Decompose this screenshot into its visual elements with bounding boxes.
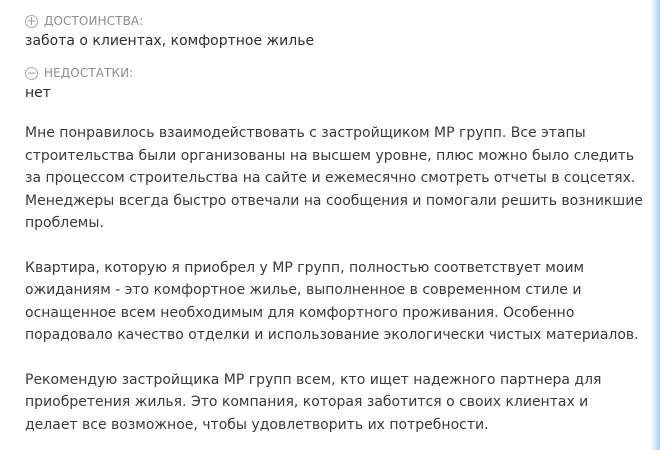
review-card	[25, 11, 645, 458]
review-paragraph-1: Мне понравилось взаимодействовать с застройщиком МР групп. Все этапы строительства были организованы на высшем уровне, плюс можно было следить за процессом строительства на сайте и ежемесячно смотреть отчеты в соцсетях. Менеджеры всегда быстро отвечали на сообщения и помогали решить возникшие проблемы.	[25, 125, 643, 231]
review-paragraph-3: Рекомендую застройщика МР групп всем, кто ищет надежного партнера для приобретения жилья. Это компания, которая заботится о своих клиентах и делает все возможное, чтобы удовлетворить их потребности.	[25, 371, 602, 433]
right-edge-accent	[650, 0, 660, 450]
pros-label: ДОСТОИНСТВА:	[44, 14, 144, 28]
plus-icon: +	[26, 14, 37, 28]
review-paragraph-2: Квартира, которую я приобрел у МР групп, полностью соответствует моим ожиданиям - это комфортное жилье, выполненное в современном стиле и оснащенное всем необходимым для комфортного проживания. Особенно порадовало качество отделки и использование экологически чистых материалов.	[25, 259, 639, 343]
minus-icon: −	[26, 66, 37, 80]
cons-value: нет	[25, 85, 51, 101]
review-text	[25, 122, 645, 436]
pros-header	[25, 11, 645, 31]
pros-value: забота о клиентах, комфортное жилье	[25, 33, 315, 49]
cons-header	[25, 63, 645, 83]
cons-label: НЕДОСТАТКИ:	[44, 66, 134, 80]
